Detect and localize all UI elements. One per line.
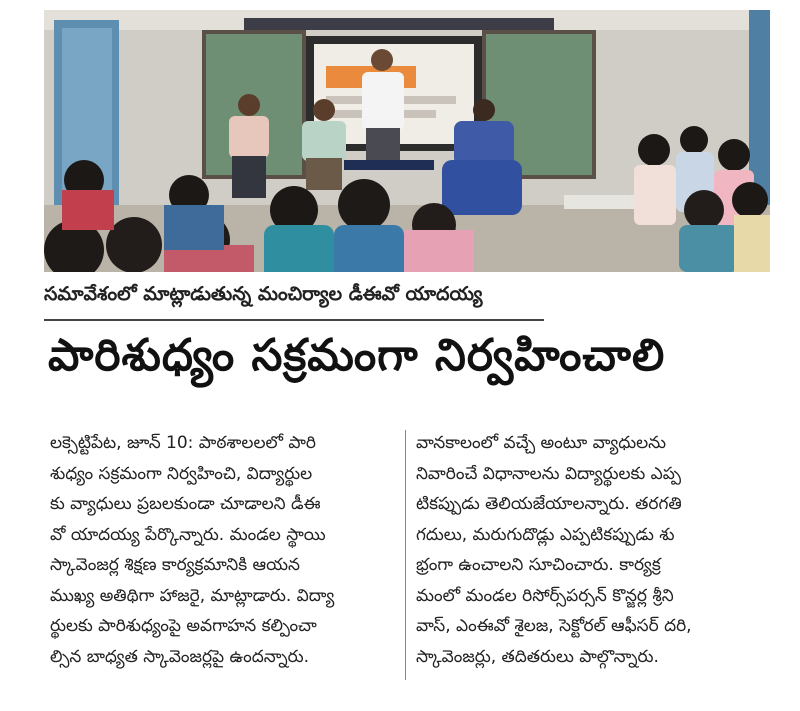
article-line: స్కావెంజర్ల శిక్షణ కార్యక్రమానికి ఆయన: [50, 555, 300, 575]
article-line: శుధ్యం సక్రమంగా నిర్వహించి, విద్యార్థుల: [50, 463, 313, 484]
article-line: ర్థులకు పారిశుధ్యంపై అవగాహన కల్పించా: [50, 616, 317, 636]
article-line: వానకాలంలో వచ్చే అంటూ వ్యాధులను: [416, 433, 666, 453]
article-line: వో యాదయ్య పేర్కొన్నారు. మండల స్థాయి: [50, 524, 326, 545]
article-line: మంలో మండల రిసోర్స్‌పర్సన్ కొన్జర్ల శ్రీని: [416, 585, 674, 606]
column-divider: [405, 430, 406, 680]
article-headline: పారిశుధ్యం సక్రమంగా నిర్వహించాలి: [48, 330, 666, 381]
article-line: టికప్పుడు తెలియజేయాలన్నారు. తరగతి: [416, 494, 682, 514]
article-right-column: [416, 428, 771, 672]
article-line: లక్సెట్టిపేట, జూన్ 10: పాఠశాలలలో పారి: [50, 433, 317, 453]
article-photo: [44, 10, 770, 272]
article-line: ముఖ్య అతిథిగా హాజరై, మాట్లాడారు. విద్యా: [50, 585, 335, 606]
meeting-photo-illustration: [44, 10, 770, 272]
article-line: భ్రంగా ఉంచాలని సూచించారు. కార్యక్ర: [416, 555, 661, 575]
article-line: నివారించే విధానాలను విద్యార్థులకు ఎప్ప: [416, 463, 682, 484]
article-line: కు వ్యాధులు ప్రబలకుండా చూడాలని డీఈ: [50, 494, 321, 514]
caption-divider: [44, 319, 544, 321]
article-line: స్కావెంజర్లు, తదితరులు పాల్గొన్నారు.: [416, 646, 659, 667]
article-line: వాస్, ఎంఈవో శైలజ, సెక్టోరల్ ఆఫీసర్ దరి,: [416, 616, 692, 636]
article-line: ల్సిన బాధ్యత స్కావెంజర్లపై ఉందన్నారు.: [50, 646, 309, 667]
article-line: గదులు, మరుగుదొడ్లు ఎప్పటికప్పుడు శు: [416, 524, 675, 545]
article-left-column: [50, 428, 405, 672]
photo-caption: సమావేశంలో మాట్లాడుతున్న మంచిర్యాల డీఈవో యాదయ్య: [44, 283, 483, 305]
